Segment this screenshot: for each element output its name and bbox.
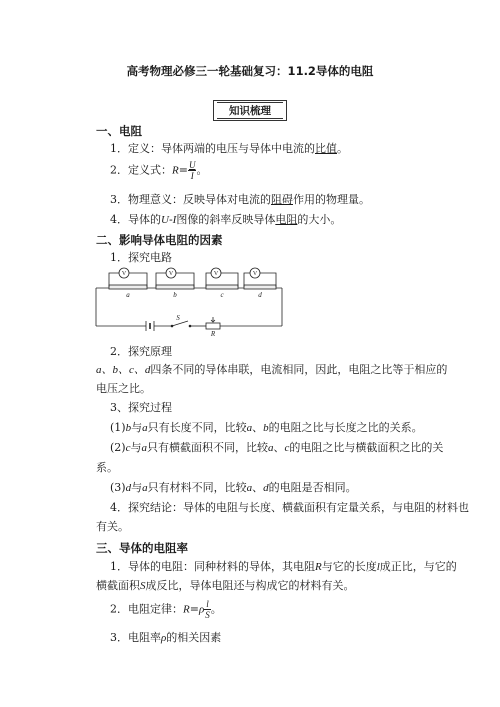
rheostat-label: R [210,330,216,336]
graph-var-i: I [172,214,177,226]
meaning-end: 作用的物理量。 [293,193,370,206]
voltmeter-c: V [213,271,219,277]
r1-end: 成正比，与它的 [379,560,457,573]
definition-text: 1．定义：导体两端的电压与导体中电流的 [110,142,315,155]
resistance-line-2 [96,578,355,594]
principle-text: 四条不同的导体串联，电流相同，因此，电阻之比等于相应的 [150,363,448,376]
definition-key: 比值 [315,142,337,155]
p3-var-d2: d [263,482,269,494]
switch-label: S [176,314,180,322]
circuit-diagram [94,266,284,336]
conductor-label-c: c [220,291,224,299]
p2-var-c2: c [284,442,290,454]
voltmeter-d: V [252,271,258,277]
circuit-label: 1．探究电路 [110,251,172,264]
p3-var-d: d [125,482,132,494]
graph-key: 电阻 [275,213,298,226]
p2-var-c: c [125,442,131,454]
p3-num: (3) [110,481,126,494]
section-badge [0,99,500,121]
graph-mid: 图像的斜率反映导体 [176,213,276,226]
p3-var-a2: a [246,482,253,494]
meaning-line [110,192,370,207]
page-title: 高考物理必修三一轮基础复习：11.2导体的电阻 [126,64,374,78]
process-item-3 [110,480,357,496]
conductor-label-d: d [258,291,262,299]
p2-sep: 、 [273,441,285,454]
formula-eq: = [178,163,188,177]
meaning-key: 阻碍 [271,193,293,206]
formula-line [110,160,207,181]
formula-label: 2．定义式： [110,163,172,177]
p1-var-a2: a [246,422,253,434]
p1-var-a: a [142,422,148,434]
r1-var-r: R [315,561,322,573]
principle-vars: a、b、c、d [96,364,151,376]
graph-dash: - [168,213,173,226]
r1-text: 1．导体的电阻：同种材料的导体，其电阻 [110,560,315,573]
law-end: 。 [210,602,222,616]
p3-sep: 、 [252,481,264,494]
p2-end: 的电阻之比与横截面积之比的关 [289,441,444,454]
process-item-1 [110,420,423,436]
p2-text-a: 与 [130,441,142,454]
formula-r: R [172,164,179,177]
p2-var-a: a [141,442,147,454]
p1-text-b: 只有长度不同，比较 [147,421,247,434]
conductor-label-a: a [126,291,130,299]
p1-end: 的电阻之比与长度之比的关系。 [268,421,423,434]
p2-text-b: 只有横截面积不同，比较 [146,441,268,454]
p1-text-a: 与 [131,421,143,434]
p3-text-a: 与 [131,481,143,494]
resistance-line-1 [110,559,457,575]
p1-var-b2: b [263,422,269,434]
p3-var-a: a [142,482,148,494]
conclusion-line-2: 有关。 [96,520,129,533]
r2-end: 成反比，导体电阻还与构成它的材料有关。 [145,579,355,592]
law-line [110,599,222,620]
voltmeter-a: V [121,271,127,277]
law-denominator: S [205,610,210,620]
r2-var-s: S [140,580,146,592]
rho-label: 3．电阻率 [110,631,161,644]
p1-num: (1) [110,421,126,434]
conductor-label-b: b [173,291,177,299]
law-label: 2．电阻定律： [110,602,183,616]
graph-text: 4．导体的 [110,213,161,226]
graph-var-u: U [161,214,169,226]
process-item-2 [110,440,443,456]
definition-line [110,141,348,156]
conclusion-line-1: 4．探究结论：导体的电阻与长度、横截面积有定量关系，与电阻的材料也 [110,501,469,514]
voltmeter-b: V [168,271,174,277]
law-eq: = [189,602,199,616]
p1-sep: 、 [252,421,264,434]
r1-mid: 与它的长度 [321,560,377,573]
p2-num: (2) [110,441,126,454]
rho-line [110,630,221,646]
formula-end: 。 [196,163,208,177]
p3-end: 的电阻是否相同。 [268,481,357,494]
formula-denominator: I [190,171,194,181]
definition-end: 。 [337,142,348,155]
principle-label: 2．探究原理 [110,345,172,358]
r2-text: 横截面积 [96,579,140,592]
process-item-2-cont: 系。 [96,461,118,474]
meaning-text: 3．物理意义：反映导体对电流的 [110,193,271,206]
section-badge-label: 知识梳理 [217,102,283,119]
heading-resistance: 一、电阻 [96,124,142,138]
graph-end: 的大小。 [297,213,342,226]
process-label: 3、探究过程 [110,401,172,414]
law-var-r: R [183,603,190,616]
law-rho: ρ [198,603,205,616]
principle-line-1 [96,362,447,378]
heading-resistivity: 三、导体的电阻率 [96,541,188,555]
p1-var-b: b [125,422,132,434]
law-numerator: l [206,599,209,609]
p2-var-a2: a [267,442,274,454]
formula-numerator: U [188,160,196,170]
principle-line-2: 电压之比。 [96,382,151,395]
rho-symbol: ρ [161,632,167,644]
graph-line [110,212,341,228]
r1-var-l: l [376,561,380,573]
rho-end: 的相关因素 [166,631,222,644]
p3-text-b: 只有材料不同，比较 [147,481,247,494]
heading-factors: 二、影响导体电阻的因素 [96,233,223,247]
